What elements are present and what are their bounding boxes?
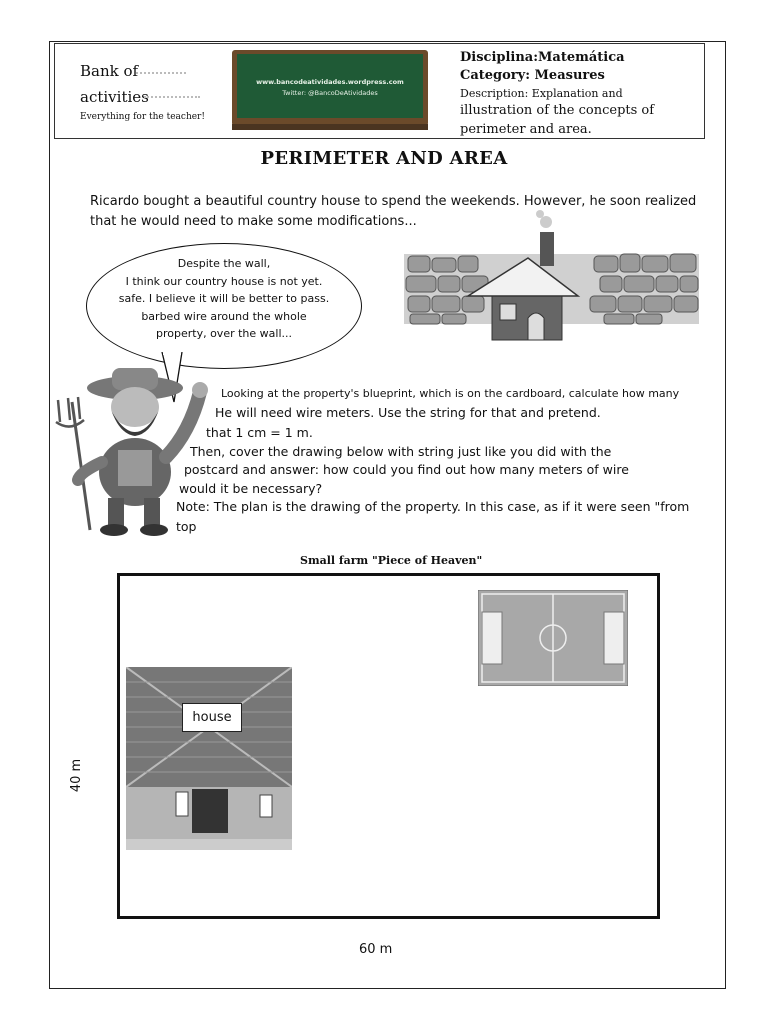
bubble-line-2: I think our country house is not yet.: [125, 274, 323, 288]
bank-logo: [70, 52, 230, 132]
blackboard-banner: [232, 50, 428, 126]
bubble-line-4: barbed wire around the whole: [141, 309, 307, 323]
house-roof-illustration: [126, 667, 292, 850]
instruction-line-4: Then, cover the drawing below with string just like you did with the: [190, 444, 612, 459]
instruction-line-2: He will need wire meters. Use the string for that and pretend.: [215, 405, 601, 420]
logo-line-2: activities: [80, 88, 149, 106]
discipline-label: Disciplina:Matemática: [460, 50, 625, 65]
blackboard-url: www.bancodeatividades.wordpress.com: [256, 78, 404, 86]
house-label: house: [182, 703, 242, 732]
instruction-line-7: Note: The plan is the drawing of the property. In this case, as if it were seen "from: [176, 499, 690, 514]
plan-width-label: 60 m: [359, 942, 393, 957]
bubble-line-1: Despite the wall,: [177, 257, 271, 270]
category-label: Category: Measures: [460, 68, 605, 83]
plan-height-label: 40 m: [69, 758, 85, 793]
description-line-2: illustration of the concepts of: [460, 103, 655, 118]
plan-title: Small farm "Piece of Heaven": [300, 554, 483, 567]
description-line-3: perimeter and area.: [460, 122, 592, 137]
logo-tagline: Everything for the teacher!: [80, 112, 205, 122]
description-line-1: Description: Explanation and: [460, 87, 623, 100]
page-title: PERIMETER AND AREA: [260, 148, 508, 169]
instruction-line-3: that 1 cm = 1 m.: [206, 425, 313, 440]
intro-line-2: that he would need to make some modifications...: [90, 214, 417, 229]
logo-line-1: Bank of: [80, 62, 139, 80]
logo-dots-1: [136, 66, 186, 74]
instruction-line-8: top: [176, 519, 197, 534]
instruction-line-5: postcard and answer: how could you find out how many meters of wire: [184, 462, 629, 477]
blackboard-tray: [232, 124, 428, 130]
blackboard-surface: [237, 54, 423, 118]
bubble-line-5: property, over the wall...: [156, 327, 292, 340]
logo-dots-2: [144, 90, 200, 98]
instruction-line-1: Looking at the property's blueprint, which is on the cardboard, calculate how many: [221, 387, 680, 400]
instruction-line-6: would it be necessary?: [179, 481, 323, 496]
bubble-line-3: safe. I believe it will be better to pass.: [118, 292, 330, 305]
blackboard-twitter: Twitter: @BancoDeAtividades: [282, 89, 378, 97]
intro-line-1: Ricardo bought a beautiful country house to spend the weekends. However, he soon realized: [90, 194, 697, 209]
speech-bubble-text: [96, 255, 352, 343]
stone-wall-cottage-illustration: [404, 210, 704, 345]
soccer-field-illustration: [478, 590, 628, 686]
